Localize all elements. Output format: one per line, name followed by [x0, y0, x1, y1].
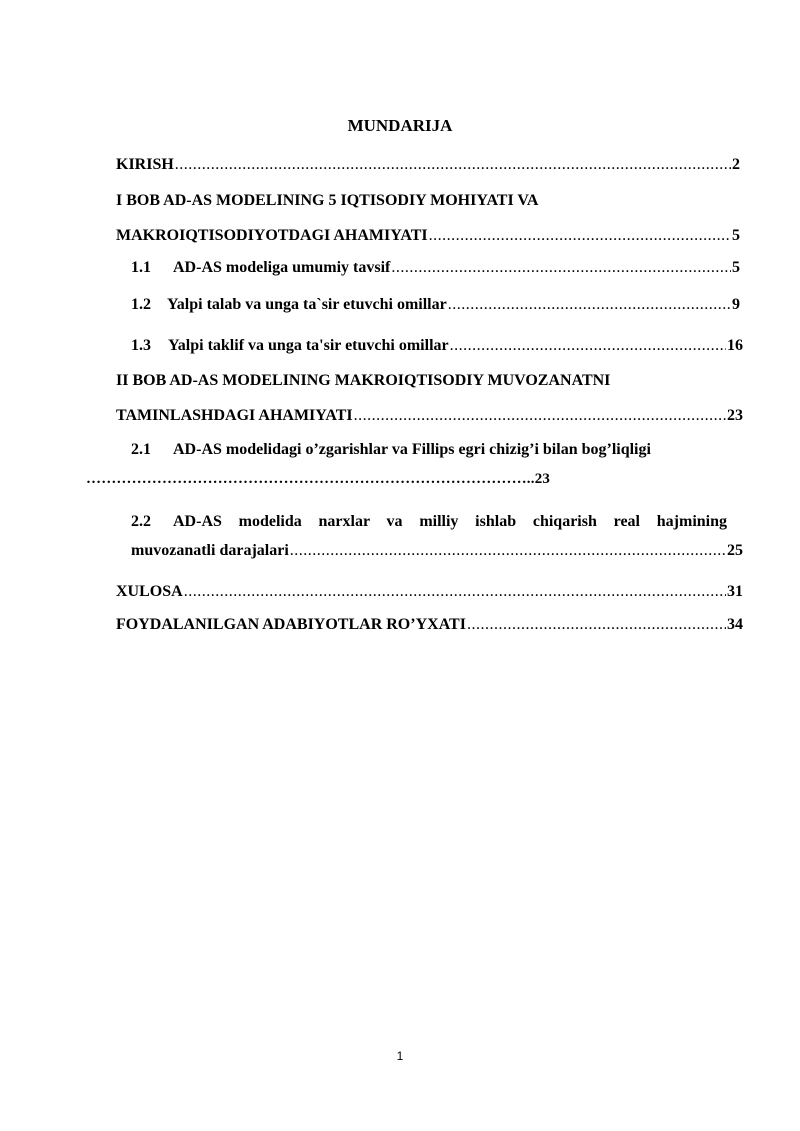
toc-entry-chapter-1 [116, 227, 740, 245]
toc-page-number: 5 [732, 259, 740, 276]
toc-entry-label: FOYDALANILGAN ADABIYOTLAR RO’YXATI [116, 616, 466, 633]
toc-entry-1-3 [131, 337, 743, 355]
toc-leader-dots [290, 542, 726, 560]
toc-leader-dots-2-1: ……………………………………………………………………………..23 [86, 471, 551, 487]
toc-entry-chapter-2 [116, 407, 743, 425]
toc-entry-label: XULOSA [116, 583, 183, 600]
toc-leader-dots [391, 259, 731, 277]
toc-section-title: Yalpi taklif va unga ta'sir etuvchi omillar [168, 337, 449, 354]
toc-entry-label [131, 259, 390, 277]
toc-page-number: 16 [727, 337, 743, 354]
toc-chapter-2-line1: II BOB AD-AS MODELINING MAKROIQTISODIY MUVOZANATNI [116, 372, 611, 389]
toc-entry-1-1 [131, 259, 740, 277]
toc-entry-2-1 [131, 441, 651, 459]
toc-entry-xulosa [116, 583, 743, 601]
toc-entry-2-2-line1 [131, 513, 727, 531]
toc-page-number: 2 [732, 156, 740, 173]
toc-entry-1-2 [131, 296, 740, 314]
toc-leader-dots [448, 296, 731, 314]
toc-leader-dots [175, 156, 731, 174]
toc-entry-label: TAMINLASHDAGI AHAMIYATI [116, 407, 353, 424]
toc-section-number: 1.1 [131, 259, 151, 276]
toc-leader-dots [354, 407, 726, 425]
toc-page-number: 5 [732, 227, 740, 244]
toc-entry-label [131, 337, 449, 355]
page-number: 1 [396, 1049, 404, 1063]
toc-entry-adabiyotlar [116, 616, 743, 634]
toc-page-number: 9 [732, 296, 740, 313]
toc-page-number: 25 [727, 542, 743, 559]
toc-entry-label: muvozanatli darajalari [131, 542, 289, 559]
toc-section-number: 1.2 [131, 296, 151, 313]
toc-section-title: AD-AS modelida narxlar va milliy ishlab chiqarish real hajmining [173, 513, 727, 530]
toc-section-title: Yalpi talab va unga ta`sir etuvchi omillar [167, 296, 447, 313]
toc-entry-label: KIRISH [116, 156, 174, 173]
toc-entry-kirish [116, 156, 740, 174]
toc-entry-2-2 [131, 542, 743, 560]
toc-section-title: AD-AS modeliga umumiy tavsif [173, 259, 391, 276]
toc-leader-dots [450, 337, 726, 355]
toc-page-number: 23 [727, 407, 743, 424]
toc-leader-dots [467, 616, 726, 634]
toc-page-number: 31 [727, 583, 743, 600]
toc-section-number: 2.2 [131, 513, 151, 530]
toc-chapter-1-line1: I BOB AD-AS MODELINING 5 IQTISODIY MOHIYATI VA [116, 192, 539, 209]
toc-entry-label: MAKROIQTISODIYOTDAGI AHAMIYATI [116, 227, 428, 244]
toc-section-number: 1.3 [131, 337, 151, 354]
toc-leader-dots [429, 227, 731, 245]
toc-entry-label [131, 296, 447, 314]
toc-leader-dots [184, 583, 726, 601]
toc-section-title: AD-AS modelidagi o’zgarishlar va Fillips egri chizig’i bilan bog’liqligi [173, 441, 651, 458]
page-title: MUNDARIJA [347, 116, 453, 135]
toc-page-number: 34 [727, 616, 743, 633]
toc-section-number: 2.1 [131, 441, 151, 458]
